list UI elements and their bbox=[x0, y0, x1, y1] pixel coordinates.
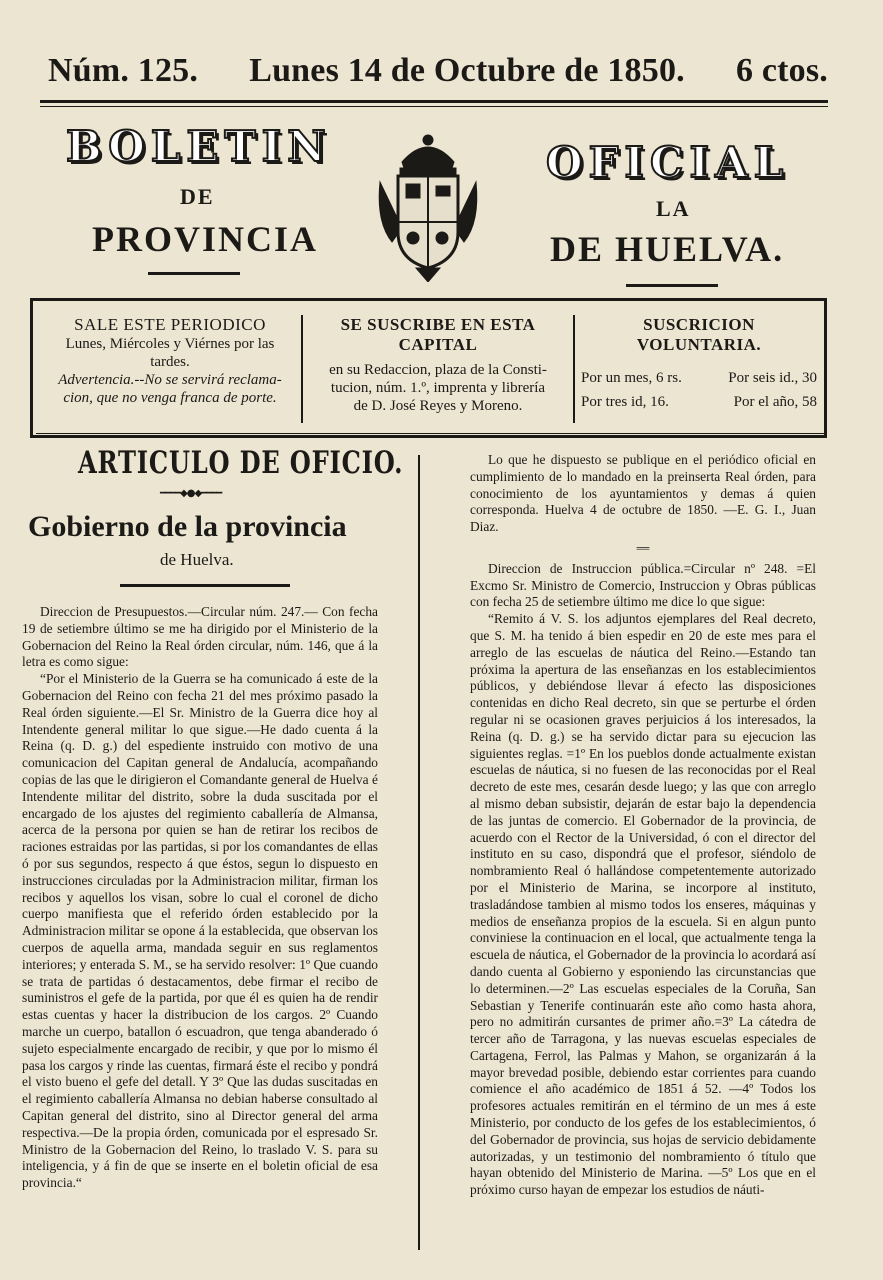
rate-three-months: Por tres id, 16. bbox=[581, 394, 669, 410]
issue-number: Núm. 125. bbox=[48, 52, 199, 89]
box-divider bbox=[573, 315, 575, 423]
ornament-divider: ━━━━◆●◆━━━━ bbox=[160, 488, 222, 499]
advertencia-line: cion, que no venga franca de porte. bbox=[63, 390, 277, 406]
title-de-huelva: DE HUELVA. bbox=[550, 229, 785, 269]
rate-one-year: Por el año, 58 bbox=[733, 394, 817, 410]
masthead bbox=[48, 52, 828, 90]
publication-days-line: Lunes, Miércoles y Viérnes por las bbox=[65, 336, 275, 352]
issue-date: Lunes 14 de Octubre de 1850. bbox=[249, 52, 685, 89]
left-column-text bbox=[22, 604, 378, 1192]
title-boletin: BOLETIN bbox=[66, 122, 332, 171]
subscription-place-line: tucion, núm. 1.º, imprenta y librería bbox=[330, 380, 546, 396]
subscription-place-line: en su Redaccion, plaza de la Consti- bbox=[329, 362, 547, 378]
right-column-text bbox=[470, 452, 816, 1199]
rate-one-month: Por un mes, 6 rs. bbox=[581, 370, 682, 386]
gov-title-rule bbox=[120, 584, 290, 587]
publication-days-cell bbox=[41, 315, 299, 407]
title-la: LA bbox=[656, 196, 691, 221]
paragraph: “Por el Ministerio de la Guerra se ha comunicado á este de la Gobernacion del Reino con fecha 21 del mes próximo pasado la Real órden siguiente.—El Sr. Ministro de la Guerra dice hoy al Intendente general militar lo que sigue.—He dado cuenta á la Reina (q. D. g.) del espediente instruido con motivo de una comunicacion del Capitan general de Andalucía, acompañando copias de las que le dirigieron el Comandante general de Huelva é Intendente militar del distrito, sobre la duda suscitada por el encargado de los ajustes del regimiento caballería de Almansa, acerca de la persona por quien se han de retirar los recibos de raciones estraidas por las partidas, si por los comandantes de ellas ó por sus segundos, respecto á que éstos, segun lo dispuesto en instrucciones circuladas por la Administracion militar, firman los recibos y aquellos los visan, sobre lo cual el coronel de dicho cuerpo manifiesta que el referido órden establecido por la Administracion militar se opone á la establecida, que observan los cuerpos de aquella arma, mandada seguir en sus reglamentos interiores; y enterada S. M., se ha servido resolver: 1º Que cuando se trata de partidas ó destacamentos, debe firmar el recibo de suministros el gefe de la partida, por que él es quien ha de rendir estas cuentas y hacer la distribucion de los cargos. 2º Cuando marche un cuerpo, batallon ó escuadron, que tenga abanderado ó sujeto especialmente encargado de recibir, y que por lo mismo él pasa los cargos y rinde las cuentas, firmará éste el recibo y pondrá el visto bueno el gefe del detall. Y 3º Que las dudas suscitadas en el regimiento caballería Almansa no debian haberse consultado al Capitan general del distrito, sino al Director general del arma respectiva.—De la propia órden, comunicada por el espresado Sr. Ministro de la Gobernacion del Reino, lo traslado V. S. para su inteligencia, y á fin de que se inserte en el boletin oficial de esa provincia.“ bbox=[22, 671, 378, 1191]
issue-price: 6 ctos. bbox=[735, 52, 828, 89]
rate-six-months: Por seis id., 30 bbox=[728, 370, 817, 386]
royal-coat-of-arms-icon bbox=[372, 132, 484, 282]
paragraph: Direccion de Presupuestos.—Circular núm. 247.— Con fecha 19 de setiembre último se me ha dirigido por el Ministerio de la Gobernacion del Reino la Real órden circular, núm. 146, que á la letra es como sigue: bbox=[22, 604, 378, 670]
title-provincia: PROVINCIA bbox=[92, 219, 319, 259]
subscription-rates-cell bbox=[581, 315, 817, 411]
advertencia-line: Advertencia.--No se servirá reclama- bbox=[58, 372, 282, 388]
subscription-place-cell bbox=[309, 315, 567, 415]
rates-row bbox=[581, 369, 817, 387]
box-under-rule bbox=[36, 433, 824, 434]
title-underline-left bbox=[148, 272, 240, 275]
title-underline-right bbox=[626, 284, 718, 287]
paragraph: Lo que he dispuesto se publique en el periódico oficial en cumplimiento de lo mandado en la preinserta Real órden, para conocimiento de los ayuntamientos y demas á quien corresponda. Huelva 4 de octubre de 1850. —E. G. I., Juan Diaz. bbox=[470, 452, 816, 535]
publication-days-line: tardes. bbox=[150, 354, 190, 370]
rates-row bbox=[581, 393, 817, 411]
subscription-rates-heading: SUSCRICION VOLUNTARIA. bbox=[636, 315, 762, 354]
publication-days-heading: SALE ESTE PERIODICO bbox=[74, 315, 266, 334]
paragraph: Direccion de Instruccion pública.=Circular nº 248. =El Excmo Sr. Ministro de Comercio, Instruccion y Obras públicas con fecha 25 de setiembre último me dice lo que sigue: bbox=[470, 560, 816, 610]
title-oficial: OFICIAL bbox=[546, 138, 790, 187]
box-divider bbox=[301, 315, 303, 423]
small-divider: ══ bbox=[636, 542, 650, 553]
subscription-place-line: de D. José Reyes y Moreno. bbox=[353, 398, 523, 414]
subscription-place-heading: SE SUSCRIBE EN ESTA CAPITAL bbox=[340, 315, 536, 354]
paragraph: “Remito á V. S. los adjuntos ejemplares del Real decreto, que S. M. ha tenido á bien espedir en 20 de este mes para el arreglo de las escuelas de náutica del Reino.—Estando tan próxima la apertura de las enseñanzas en los establecimientos públicos, y debiéndose llevar á efecto las disposiciones contenidas en dicho Real decreto, sin que se perturbe el órden regular ni se ocasionen graves perjuicios á los interesados, la Reina (q. D. g.) se ha servido dictar para su ejecucion las siguientes reglas. =1º En los pueblos donde actualmente existan escuelas de náutica, si no fuesen de las reconocidas por el Real decreto de este mes, cesarán desde luego; y las que con arreglo al mismo deban subsistir, dejarán de estar bajo la dependencia de las juntas de comercio. El Gobernador de la provincia, de acuerdo con el Rector de la Universidad, ó con el director del instituto en su caso, dispondrá que el profesor, siéndolo de nombramiento Real ó hallándose competentemente autorizado por el Ministerio de Marina, se incorpore al instituto, trasladándose tambien al mismo todos los enseres, máquinas y medios de enseñanza propios de la escuela. Si en algun punto conviniese la continuacion en el local, que actualmente tenga la escuela de náutica, el Gobernador de la provincia lo acordará así dando cuenta al Gobierno y esponiendo las circunstancias que lo determinen.—2º Las escuelas especiales de la Coruña, San Sebastian y Tenerife continuarán este año como hasta ahora, pero no admitirán cursantes de primer año.=3º La cátedra de tercer año de Tarragona, y las nuevas escuelas especiales de Cartagena, Ferrol, las Palmas y Mahon, se organizarán á la mayor brevedad posible, debiendo estar corrientes para cuando comience el año académico de 1851 á 52. —4º Todos los profesores actuales remitirán en el término de un mes á este Ministerio, por conducto de los gefes de los establecimientos, ó del Gobernador de provincia, sus hojas de servicio debidamente autorizadas, y un testimonio del nombramiento ó título que hayan obtenido del Ministerio de Marina. —5º Los que en el próximo curso hayan de empezar los estudios de náuti- bbox=[470, 611, 816, 1198]
section-title: ARTICULO DE OFICIO. bbox=[78, 445, 404, 481]
gov-title: Gobierno de la provincia bbox=[28, 510, 347, 543]
subscription-info-box bbox=[30, 298, 827, 438]
title-de: DE bbox=[180, 184, 215, 209]
gov-subtitle: de Huelva. bbox=[160, 550, 234, 569]
masthead-rule-thin bbox=[40, 106, 828, 107]
column-divider bbox=[418, 455, 420, 1250]
masthead-rule-thick bbox=[40, 100, 828, 103]
